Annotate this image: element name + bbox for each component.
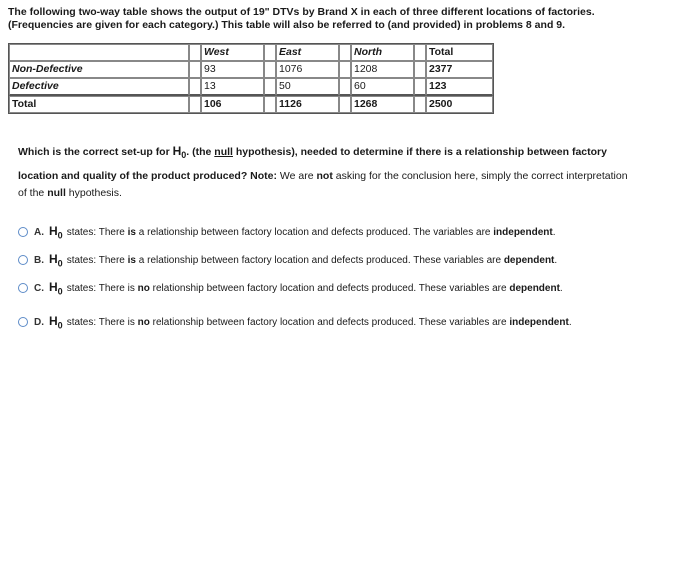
cell-value: 1208 xyxy=(351,61,414,78)
question-text xyxy=(18,141,648,200)
cell-value: 1076 xyxy=(276,61,339,78)
hypothesis-symbol: $H_0$ xyxy=(49,223,63,241)
cell-total: 1126 xyxy=(276,96,339,113)
option-a[interactable] xyxy=(18,223,556,241)
option-letter: D. xyxy=(34,316,44,328)
option-d[interactable] xyxy=(18,313,572,331)
cell-total: 2377 xyxy=(426,61,493,78)
radio-button[interactable] xyxy=(18,227,28,237)
option-c[interactable] xyxy=(18,279,563,297)
table-row xyxy=(9,61,493,78)
radio-button[interactable] xyxy=(18,255,28,265)
question-line-1: Which is the correct set-up for $H_0$. (the null hypothesis), needed to determine if there is a relationship between factory xyxy=(18,144,607,161)
table-row xyxy=(9,78,493,96)
header-east: East xyxy=(276,44,339,61)
intro-line-1: The following two-way table shows the output of 19" DTVs by Brand X in each of three different locations of factories. xyxy=(8,6,595,18)
cell-value: 60 xyxy=(351,78,414,96)
option-text: states: There is no relationship between factory location and defects produced. These variables are independent. xyxy=(66,316,572,328)
table-row xyxy=(9,96,493,113)
two-way-table xyxy=(8,43,494,114)
option-text: states: There is a relationship between factory location and defects produced. These variables are dependent. xyxy=(66,254,558,266)
row-label-total: Total xyxy=(9,96,189,113)
table-corner-cell xyxy=(9,44,189,61)
option-b[interactable] xyxy=(18,251,557,269)
header-north: North xyxy=(351,44,414,61)
hypothesis-symbol: $H_0$ xyxy=(49,279,63,297)
cell-total: 123 xyxy=(426,78,493,96)
hypothesis-symbol: $H_0$ xyxy=(49,251,63,269)
row-label-non-defective: Non-Defective xyxy=(9,61,189,78)
hypothesis-symbol: $H_0$ xyxy=(49,313,63,331)
table-header-row xyxy=(9,44,493,61)
option-letter: C. xyxy=(34,282,44,294)
intro-text xyxy=(8,6,688,32)
cell-value: 50 xyxy=(276,78,339,96)
cell-grand-total: 2500 xyxy=(426,96,493,113)
question-line-2: location and quality of the product produced? Note: We are not asking for the conclusion here, simply the correct interpretation xyxy=(18,170,628,183)
header-total: Total xyxy=(426,44,493,61)
intro-line-2: (Frequencies are given for each category.) This table will also be referred to (and provided) in problems 8 and 9. xyxy=(8,19,566,31)
option-letter: A. xyxy=(34,226,44,238)
option-text: states: There is a relationship between factory location and defects produced. The variables are independent. xyxy=(66,226,556,238)
header-west: West xyxy=(201,44,264,61)
cell-value: 93 xyxy=(201,61,264,78)
option-text: states: There is no relationship between factory location and defects produced. These variables are dependent. xyxy=(66,282,563,294)
radio-button[interactable] xyxy=(18,317,28,327)
option-letter: B. xyxy=(34,254,44,266)
question-line-3: of the null hypothesis. xyxy=(18,187,122,200)
cell-value: 13 xyxy=(201,78,264,96)
cell-total: 106 xyxy=(201,96,264,113)
row-label-defective: Defective xyxy=(9,78,189,96)
cell-total: 1268 xyxy=(351,96,414,113)
radio-button[interactable] xyxy=(18,283,28,293)
